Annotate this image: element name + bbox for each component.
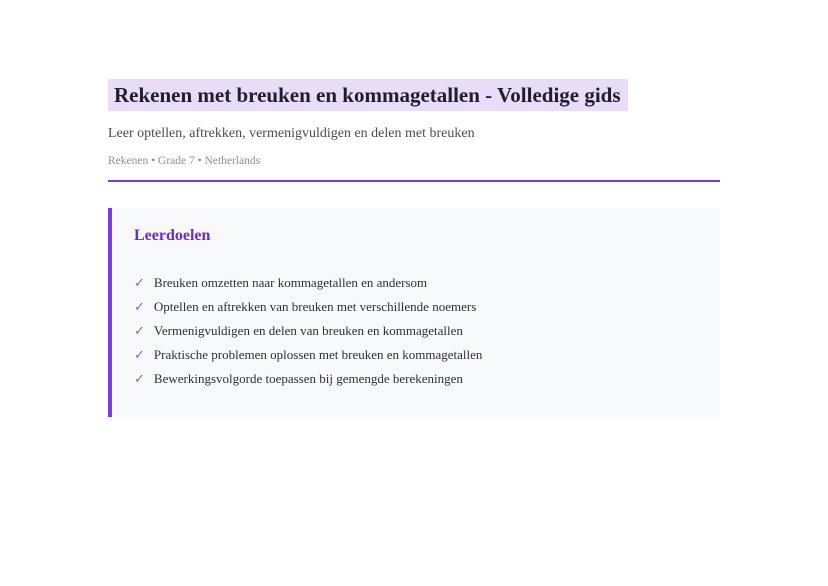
page-title — [108, 80, 720, 110]
list-item-label: Praktische problemen oplossen met breuken en kommagetallen — [153, 347, 483, 363]
list-item — [134, 323, 696, 347]
page-subtitle: Leer optellen, aftrekken, vermenigvuldigen en delen met breuken — [108, 126, 475, 142]
list-item-label: Vermenigvuldigen en delen van breuken en kommagetallen — [153, 323, 463, 339]
page-title-highlight: Rekenen met breuken en kommagetallen - Volledige gids — [108, 79, 628, 111]
list-item-label: Bewerkingsvolgorde toepassen bij gemengde berekeningen — [153, 371, 463, 387]
objectives-card — [108, 208, 720, 417]
objectives-list — [134, 275, 696, 395]
list-item-label: Breuken omzetten naar kommagetallen en andersom — [153, 275, 428, 291]
check-icon: ✓ — [134, 299, 145, 315]
page-meta: Rekenen • Grade 7 • Netherlands — [108, 155, 261, 168]
objectives-heading: Leerdoelen — [134, 227, 211, 245]
check-icon: ✓ — [134, 275, 145, 291]
check-icon: ✓ — [134, 347, 145, 363]
accent-divider — [108, 180, 720, 182]
list-item — [134, 371, 696, 395]
list-item — [134, 299, 696, 323]
check-icon: ✓ — [134, 323, 145, 339]
list-item — [134, 275, 696, 299]
check-icon: ✓ — [134, 371, 145, 387]
list-item — [134, 347, 696, 371]
list-item-label: Optellen en aftrekken van breuken met verschillende noemers — [153, 299, 477, 315]
